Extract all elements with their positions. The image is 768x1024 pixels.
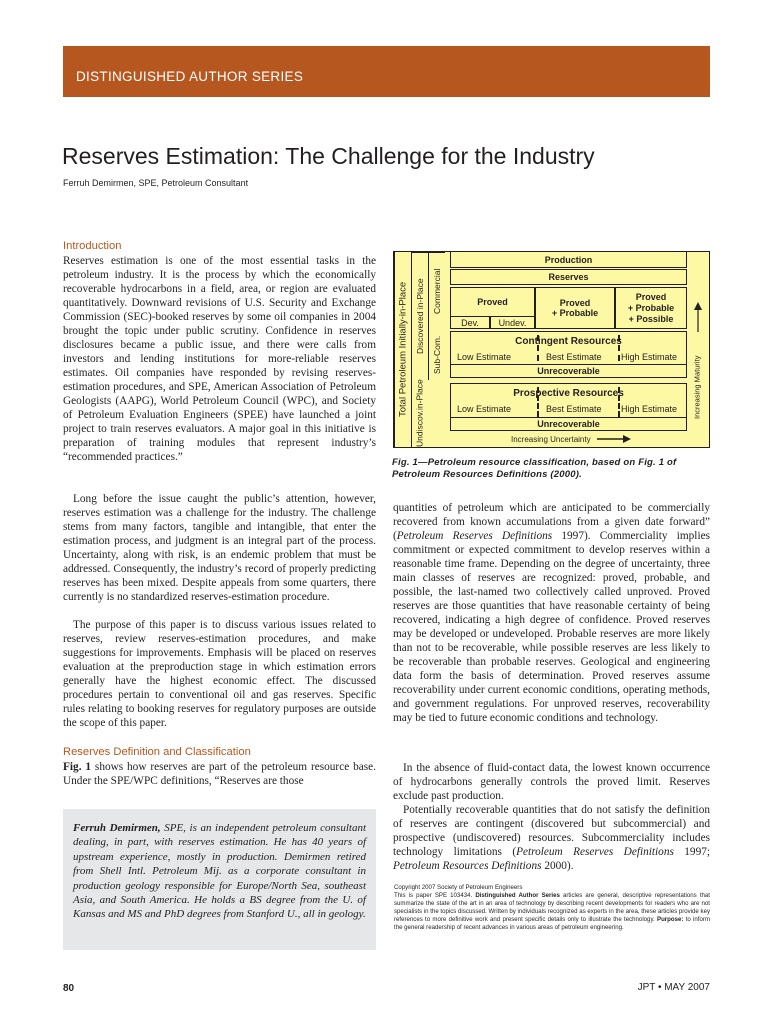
developed-cell: Dev. — [450, 316, 490, 329]
banner-rule — [63, 96, 710, 97]
up-arrow-icon — [694, 302, 702, 332]
intro-heading: Introduction — [63, 240, 122, 252]
definition-text: shows how reserves are part of the petroleum resource base. Under the SPE/WPC definitions, “Reserves are those — [63, 761, 376, 787]
series-title: DISTINGUISHED AUTHOR SERIES — [76, 69, 304, 84]
proved-probable-line-2: + Probable — [551, 308, 599, 318]
right-p1-citation: Petroleum Reserves Definitions — [396, 530, 553, 542]
commercial-label: Commercial — [428, 252, 445, 330]
proved-probable-line-1: Proved — [559, 298, 591, 308]
intro-paragraph-3: The purpose of this paper is to discuss various issues related to reserves, review reserves-estimation procedures, and make suggestions for improvements. Emphasis will be placed on reserves evaluation at the preproduction stage in which estimation errors generally have the highest economic effect. The discussed procedures pertain to conventional oil and gas reserves. Specific rules relating to booking reserves for regulatory purposes are outside the scope of this paper. — [63, 619, 376, 729]
right-paragraph-1 — [393, 501, 710, 725]
production-cell: Production — [450, 252, 687, 268]
prospective-estimates-row — [450, 401, 687, 417]
copyright-notice — [394, 884, 710, 932]
contingent-low: Low Estimate — [457, 351, 512, 362]
proved-probable-cell — [535, 287, 615, 329]
definition-paragraph — [63, 760, 376, 788]
undeveloped-cell: Undev. — [490, 316, 535, 329]
bio-name: Ferruh Demirmen, — [73, 822, 161, 834]
right-p3-citation-2: Petroleum Resources Definitions — [393, 860, 542, 872]
reserves-cell: Reserves — [450, 269, 687, 285]
right-p3-end: 2000). — [541, 860, 574, 872]
contingent-estimates-row — [450, 349, 687, 364]
article-title: Reserves Estimation: The Challenge for the Industry — [62, 143, 595, 169]
right-p1-text: quantities of petroleum which are anticipated to be commercially recovered from known accumulations from a given date forward” ( — [393, 502, 710, 542]
contingent-best: Best Estimate — [546, 351, 602, 362]
prospective-low: Low Estimate — [457, 404, 512, 414]
copyright-line: Copyright 2007 Society of Petroleum Engineers — [394, 884, 523, 891]
journal-issue: JPT • MAY 2007 — [637, 982, 710, 993]
figure-caption: Fig. 1—Petroleum resource classification, based on Fig. 1 of Petroleum Resources Definitions (2000). — [392, 457, 677, 480]
right-p1-end: 1997). Commerciality implies commitment or expected commitment to develop reserves within a reasonable time frame. Depending on the degree of uncertainty, three main classes of reserves are recognized: proved, probable, and possible, the last-named two collectively called unproved. Proved reserves are those quantities that have reasonable certainty of being recovered, indicating a high degree of confidence. Proved reserves may be developed or undeveloped. Probable reserves are more likely than not to be recoverable, while possible reserves are less likely to be recoverable than probable reserves. Geological and engineering data form the basis of determination. Proved reserves assume recoverability under current economic conditions, operating methods, and government regulations. For unproved reserves, recoverability may be tied to future economic conditions and technology. — [393, 530, 710, 724]
byline: Ferruh Demirmen, SPE, Petroleum Consultant — [63, 178, 249, 188]
bio-text: SPE, is an independent petroleum consultant dealing, in part, with reserves estimation. He has 40 years of upstream experience, mostly in production. Demirmen retired from Shell Intl. Petroleum Mij. as a corporate consultant in production geology responsible for Europe/North Sea, southeast Asia, and South America. He holds a BS degree from the U. of Kansas and MS and PhD degrees from Stanford U., all in geology. — [73, 822, 366, 921]
contingent-unrecoverable: Unrecoverable — [450, 364, 687, 378]
proved-probable-possible-cell — [615, 287, 687, 329]
prospective-unrecoverable: Unrecoverable — [450, 417, 687, 431]
prospective-high: High Estimate — [621, 404, 678, 414]
copyright-text-c: to inform the general readership of recent advances in various areas of petroleum engineering. — [394, 916, 710, 931]
right-paragraph-3 — [393, 803, 710, 873]
pps-line-1: Proved — [635, 291, 667, 302]
pps-line-3: + Possible — [628, 313, 674, 324]
discovered-label: Discovered in-Place — [411, 252, 428, 380]
copyright-purpose-label: Purpose: — [657, 916, 684, 923]
copyright-text-b: articles are general, descriptive representations that summarize the state of the art in an area of technology by describing recent developments for readers who are not specialists in the topics discussed. Written by individuals recognized as experts in the area, these articles provide key references to more definitive work and present specific details only to illustrate the technology. — [394, 892, 710, 923]
series-banner — [63, 46, 710, 96]
contingent-divider-1 — [537, 335, 539, 361]
prospective-best: Best Estimate — [546, 404, 602, 414]
fig-reference: Fig. 1 — [63, 761, 92, 773]
pps-line-2: + Probable — [627, 302, 675, 313]
page-number: 80 — [63, 983, 75, 994]
copyright-series-name: Distinguished Author Series — [475, 892, 560, 899]
prospective-resources-cell: Prospective Resources — [450, 383, 687, 401]
increasing-uncertainty-row — [450, 432, 687, 446]
prospective-divider-2 — [618, 387, 620, 417]
proved-cell: Proved — [450, 287, 535, 316]
undiscovered-line-1: Undiscov. — [414, 410, 425, 448]
copyright-text-a: This is paper SPE 103434. — [394, 892, 476, 899]
right-paragraph-2: In the absence of fluid-contact data, the lowest known occurrence of hydrocarbons generally controls the proved limit. Reserves exclude past production. — [393, 762, 710, 802]
right-p3-text: Potentially recoverable quantities that do not satisfy the definition of reserves are contingent (discovered but subcommercial) and prospective (undiscovered) resources. Subcommerciality includes technology limitations ( — [393, 804, 710, 858]
subcom-label: Sub-Com. — [428, 330, 445, 380]
total-in-place-label: Total Petroleum Initially-in-Place — [394, 252, 411, 447]
undiscovered-label — [411, 380, 428, 447]
author-bio — [63, 809, 376, 950]
contingent-high: High Estimate — [621, 351, 678, 362]
intro-paragraph-2: Long before the issue caught the public’s attention, however, reserves estimation was a challenge for the industry. The challenge stems from many factors, tangible and intangible, that enter the estimation process, and judgment is an integral part of the process. Uncertainty, along with risk, is an endemic problem that must be addressed. Consequently, the industry’s record of properly predicting reserves has been mixed. Despite appeals from some quarters, there currently is no standardized reserves-estimation procedure. — [63, 493, 376, 603]
increasing-uncertainty-label: Increasing Uncertainty — [511, 434, 591, 444]
increasing-maturity-label: Increasing Maturity — [692, 355, 702, 419]
prospective-divider-1 — [537, 387, 539, 417]
contingent-resources-cell: Contingent Resources — [450, 331, 687, 349]
resource-classification-figure — [393, 251, 710, 448]
contingent-divider-2 — [618, 335, 620, 361]
right-p3-mid: 1997; — [673, 846, 711, 858]
copyright-body — [394, 892, 710, 932]
intro-paragraph-1: Reserves estimation is one of the most essential tasks in the petroleum industry. It is the process by which the economically recoverable hydrocarbons in a field, area, or region are evaluated quantitatively. Downward revisions of U.S. Security and Exchange Commission (SEC)-booked reserves by some oil companies in 2004 brought the topic under public scrutiny. Confidence in reserves disclosures became a public issue, and there were calls from investors and lending institutions for more-reliable reserves estimates. Oil companies have responded by revising reserves-estimation procedures, and SPE, American Association of Petroleum Geologists (AAPG), World Petroleum Council (WPC), and Society of Petroleum Evaluation Engineers (SPEE) have launched a joint project to train reserves evaluators. A major goal in this initiative is preparation of training modules that represent industry’s “recommended practices.” — [63, 255, 376, 463]
right-p3-citation-1: Petroleum Reserves Definitions — [516, 846, 674, 858]
right-arrow-icon — [597, 435, 631, 443]
definition-heading: Reserves Definition and Classification — [63, 746, 251, 758]
undiscovered-line-2: in-Place — [414, 379, 425, 411]
